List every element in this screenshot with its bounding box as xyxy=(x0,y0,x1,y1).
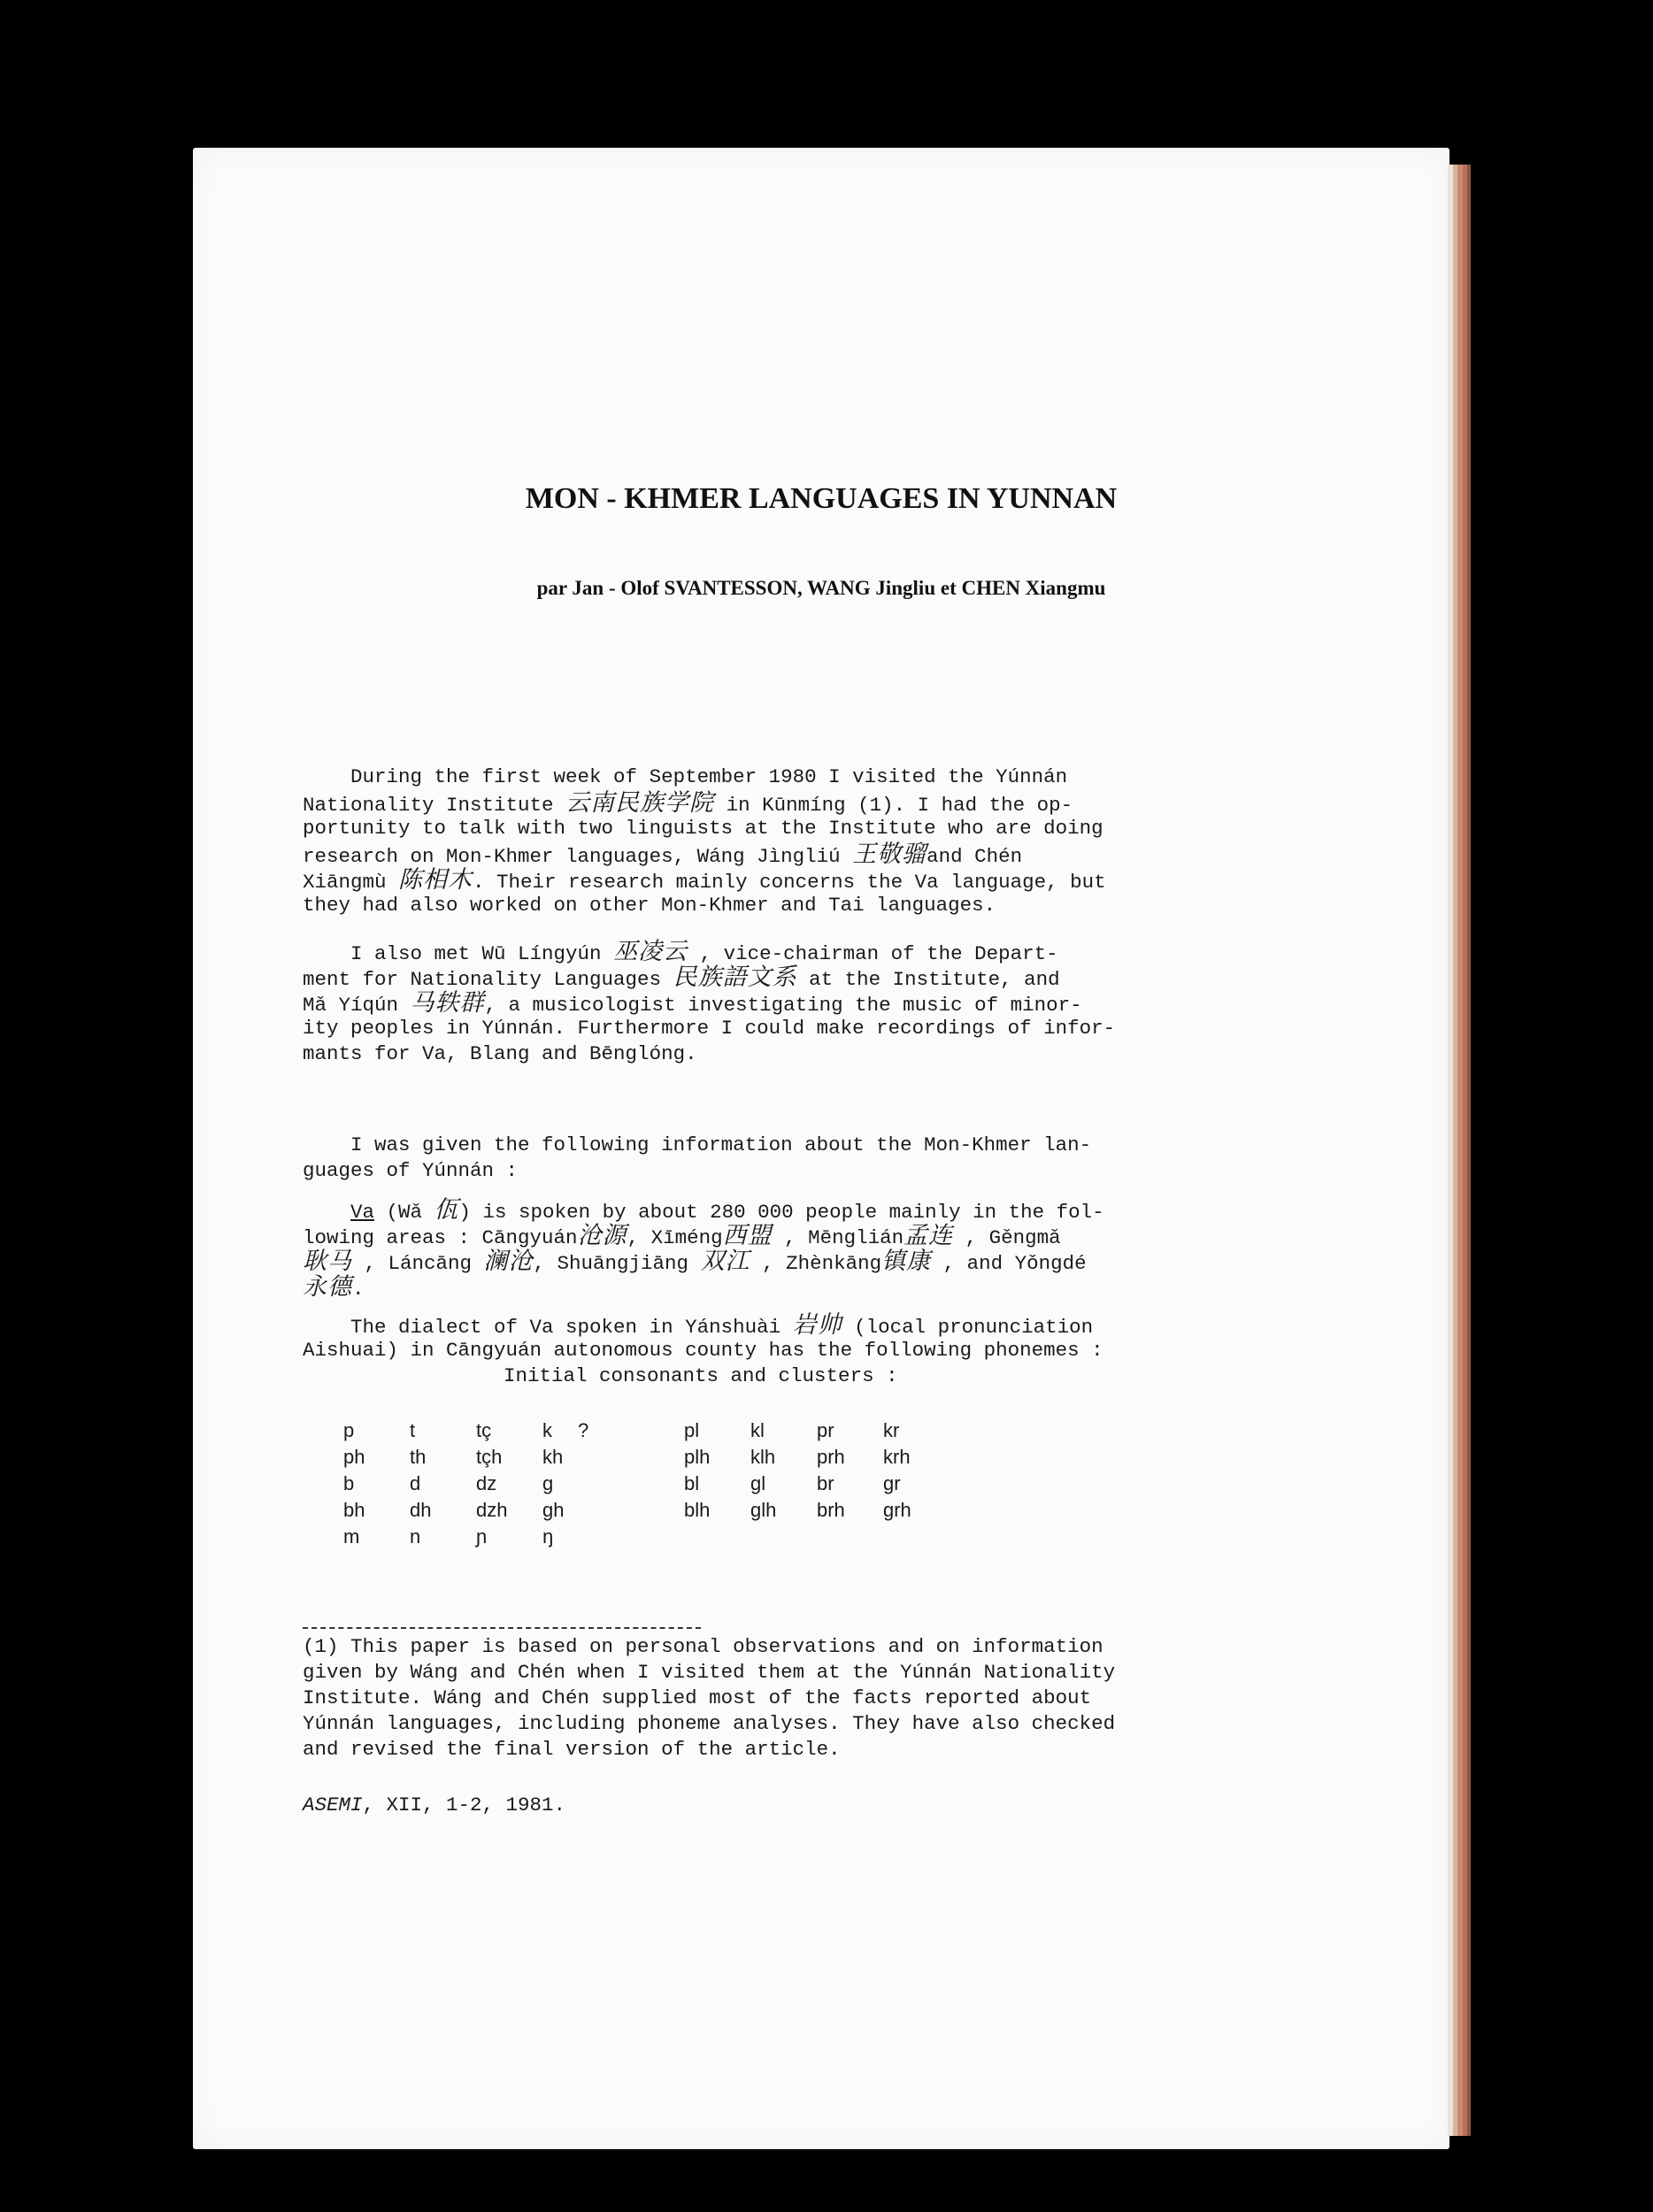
phoneme: plh xyxy=(684,1446,711,1468)
paragraph-5 xyxy=(303,1312,1241,1389)
text-line: ity peoples in Yúnnán. Furthermore I could make recordings of infor- xyxy=(303,1017,1116,1040)
table-row xyxy=(343,1419,950,1446)
text-line: , Shuāngjiāng xyxy=(533,1252,701,1275)
text-line: (Wǎ xyxy=(374,1201,434,1224)
phoneme: k xyxy=(542,1419,552,1441)
handwritten-chinese: 双江 xyxy=(700,1248,750,1275)
journal-citation xyxy=(303,1793,565,1816)
handwritten-chinese: 孟连 xyxy=(903,1222,954,1249)
phoneme: ph xyxy=(343,1446,365,1468)
phoneme: pl xyxy=(684,1419,700,1441)
text-line: . xyxy=(352,1278,365,1301)
table-row xyxy=(343,1446,950,1472)
text-line: During the first week of September 1980 I visited the Yúnnán xyxy=(303,765,1068,788)
phoneme: tç xyxy=(476,1419,492,1441)
text-line: , a musicologist investigating the music of minor- xyxy=(484,994,1082,1017)
article-authors: par Jan - Olof SVANTESSON, WANG Jingliu et CHEN Xiangmu xyxy=(536,577,1106,599)
text-line: . Their research mainly concerns the Va language, but xyxy=(473,871,1106,894)
text-line: (local pronunciation xyxy=(842,1316,1094,1339)
underlined-term: Va xyxy=(350,1201,375,1224)
text-line: guages of Yúnnán : xyxy=(303,1159,519,1182)
text-line: and Chén xyxy=(926,845,1023,868)
text-line: ment for Nationality Languages xyxy=(303,968,673,991)
text-line: Nationality Institute xyxy=(303,794,566,817)
handwritten-chinese: 马轶群 xyxy=(410,989,485,1017)
footnote-line: Yúnnán languages, including phoneme analyses. They have also checked xyxy=(303,1712,1116,1735)
footnote xyxy=(303,1634,1241,1763)
footnote-line: (1) This paper is based on personal observations and on information xyxy=(303,1635,1103,1658)
phoneme: dzh xyxy=(476,1499,508,1521)
text-line: portunity to talk with two linguists at the Institute who are doing xyxy=(303,817,1103,840)
table-row xyxy=(343,1499,950,1525)
phoneme: kr xyxy=(883,1419,900,1441)
paragraph-2 xyxy=(303,939,1241,1067)
phoneme: pr xyxy=(817,1419,834,1441)
text-line: at the Institute, and xyxy=(796,968,1060,991)
text-line: research on Mon-Khmer languages, Wáng Jìngliú xyxy=(303,845,853,868)
handwritten-chinese: 云南民族学院 xyxy=(565,789,715,817)
footnote-rule xyxy=(303,1627,701,1629)
handwritten-chinese: 澜沧 xyxy=(483,1248,534,1275)
text-line: lowing areas : Cāngyuán xyxy=(303,1226,578,1249)
text-line: Aishuai) in Cāngyuán autonomous county has the following phonemes : xyxy=(303,1339,1103,1362)
handwritten-chinese: 永德 xyxy=(303,1273,352,1301)
phoneme: bh xyxy=(343,1499,365,1521)
text-line: , Xīméng xyxy=(627,1226,723,1249)
document-page xyxy=(193,148,1449,2149)
footnote-line: and revised the final version of the article. xyxy=(303,1738,841,1761)
footnote-line: given by Wáng and Chén when I visited them at the Yúnnán Nationality xyxy=(303,1661,1116,1684)
text-line: The dialect of Va spoken in Yánshuài xyxy=(303,1316,793,1339)
phoneme xyxy=(578,1446,613,1472)
text-line: I was given the following information about the Mon-Khmer lan- xyxy=(303,1133,1092,1156)
text-line: mants for Va, Blang and Bēnglóng. xyxy=(303,1042,697,1065)
table-heading: Initial consonants and clusters : xyxy=(504,1364,898,1387)
text-line: Mǎ Yíqún xyxy=(303,994,411,1017)
phoneme: bl xyxy=(684,1472,700,1494)
text-line: ) is spoken by about 280 000 people mainly in the fol- xyxy=(458,1201,1104,1224)
text-line: , and Yǒngdé xyxy=(931,1252,1087,1275)
handwritten-chinese: 沧源 xyxy=(577,1222,627,1249)
text-line: , Gěngmǎ xyxy=(953,1226,1061,1249)
phoneme: m xyxy=(343,1525,360,1548)
handwritten-chinese: 耿马 xyxy=(303,1248,352,1275)
phoneme: ŋ xyxy=(542,1525,554,1548)
phoneme: dh xyxy=(410,1499,432,1521)
phoneme: g xyxy=(542,1472,554,1494)
handwritten-chinese: 王敬骝 xyxy=(852,841,927,868)
phoneme: b xyxy=(343,1472,355,1494)
paragraph-4 xyxy=(303,1197,1241,1300)
phoneme xyxy=(578,1499,613,1525)
phoneme: t xyxy=(410,1419,416,1441)
phoneme xyxy=(578,1472,613,1499)
text-line: , Mēnglián xyxy=(772,1226,904,1249)
phoneme: dz xyxy=(476,1472,497,1494)
phoneme: prh xyxy=(817,1446,845,1468)
phoneme: tçh xyxy=(476,1446,503,1468)
phoneme: krh xyxy=(883,1446,911,1468)
phoneme: grh xyxy=(883,1499,911,1521)
phoneme: blh xyxy=(684,1499,711,1521)
handwritten-chinese: 巫凌云 xyxy=(613,938,688,965)
phoneme-table xyxy=(343,1419,950,1552)
paragraph-3 xyxy=(303,1133,1241,1184)
handwritten-chinese: 岩帅 xyxy=(792,1311,842,1339)
phoneme: klh xyxy=(750,1446,776,1468)
phoneme: ? xyxy=(578,1419,589,1441)
paragraph-1 xyxy=(303,764,1241,918)
text-line: , vice-chairman of the Depart- xyxy=(688,942,1058,965)
footnote-line: Institute. Wáng and Chén supplied most of the facts reported about xyxy=(303,1686,1092,1709)
phoneme: kl xyxy=(750,1419,765,1441)
handwritten-chinese: 佤 xyxy=(434,1196,459,1224)
phoneme: d xyxy=(410,1472,421,1494)
phoneme: ɲ xyxy=(476,1525,488,1548)
phoneme: br xyxy=(817,1472,834,1494)
handwritten-chinese: 镇康 xyxy=(881,1248,932,1275)
table-row xyxy=(343,1472,950,1499)
phoneme: gl xyxy=(750,1472,766,1494)
page-edges xyxy=(1448,165,1476,2136)
text-line: , Zhènkāng xyxy=(750,1252,882,1275)
phoneme: kh xyxy=(542,1446,564,1468)
text-line: Xiāngmù xyxy=(303,871,399,894)
text-line: , Láncāng xyxy=(352,1252,484,1275)
phoneme: glh xyxy=(750,1499,777,1521)
article-title: MON - KHMER LANGUAGES IN YUNNAN xyxy=(525,482,1118,515)
phoneme xyxy=(578,1525,613,1552)
journal-issue: , XII, 1-2, 1981. xyxy=(362,1793,566,1816)
handwritten-chinese: 民族語文系 xyxy=(673,964,797,991)
phoneme: p xyxy=(343,1419,355,1441)
text-line: I also met Wū Língyún xyxy=(303,942,614,965)
phoneme: gr xyxy=(883,1472,901,1494)
text-line: in Kūnmíng (1). I had the op- xyxy=(714,794,1073,817)
indent xyxy=(303,1201,350,1224)
phoneme: gh xyxy=(542,1499,565,1521)
phoneme: n xyxy=(410,1525,421,1548)
phoneme: brh xyxy=(817,1499,845,1521)
phoneme: th xyxy=(410,1446,427,1468)
handwritten-chinese: 陈相木 xyxy=(398,866,473,894)
text-line: they had also worked on other Mon-Khmer and Tai languages. xyxy=(303,894,996,917)
handwritten-chinese: 西盟 xyxy=(722,1222,773,1249)
journal-name: ASEMI xyxy=(303,1793,363,1816)
table-row xyxy=(343,1525,950,1552)
